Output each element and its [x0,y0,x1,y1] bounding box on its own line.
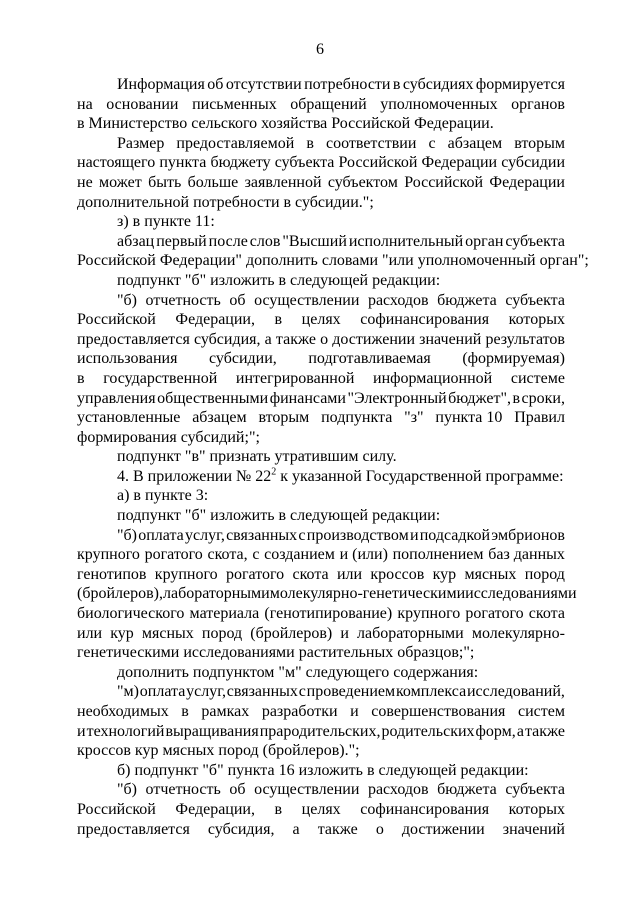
word: заявленной [244,173,322,191]
word: в [392,76,401,93]
word: мясных [464,565,517,583]
word: также [275,330,316,348]
word: письменных [192,95,277,113]
text-line [77,682,565,702]
word: "з" [404,409,424,427]
word: первый [156,232,207,250]
word: пород [524,565,565,583]
word: отсутствии [225,76,302,93]
word: больше [187,173,239,191]
word: о [375,820,384,838]
word: предоставляется [77,820,190,838]
text-line [77,134,565,154]
word: бюджета [437,781,497,799]
word: субсидии, [209,350,277,368]
text-line [77,604,565,624]
paragraph [77,526,577,663]
word: оплата [139,683,186,701]
word: оплата [138,526,184,544]
word: Российской [404,173,484,191]
text-line: в Министерство сельского хозяйства Российской Федерации. [77,115,494,133]
word: связанных [226,526,298,544]
word: абзацем [447,134,503,152]
word: софинансирования [360,311,490,329]
appendix-text-before: 4. В приложении № 22 [117,467,272,485]
word: в [274,800,283,818]
word: формируется [475,76,565,93]
word: проведением [306,683,396,701]
word: системе [510,369,565,387]
word: Правил [514,409,565,427]
word: соответствии [325,134,417,152]
word: молекулярно- [471,624,565,642]
text-line: подпункт "б" изложить в следующей редакции: [117,271,441,289]
word: родительских [381,722,475,740]
word: пункта 10 [435,409,503,427]
word: материала [189,605,260,623]
paragraph [77,134,565,212]
word: субсидии [501,154,565,172]
word: рогатого [144,546,203,564]
word: целях [301,311,341,329]
word: или [336,565,363,583]
text-line [77,291,565,311]
word: субсидия, [193,330,261,348]
word: использования [77,350,178,368]
word: значений [502,820,565,838]
word: быть [148,173,182,191]
word: кроссов [370,565,425,583]
document-body [77,75,589,839]
word: которых [508,800,565,818]
text-line [77,95,565,115]
paragraph [77,212,565,232]
text-line [77,173,565,193]
word: комплекса [395,683,467,701]
word: сроки, [521,389,565,407]
word: расходов [367,291,429,309]
word: обращений [290,95,367,113]
word: а [516,722,524,740]
word: услуг, [185,526,225,544]
word: подсадкой [419,526,491,544]
text-line [77,800,565,820]
word: крупного [154,565,218,583]
word: субъекта [505,291,565,309]
word: также [524,722,565,740]
word: также [317,820,358,838]
word: (генотипирование) [264,605,393,623]
word: баз данных [488,546,565,564]
word: с [252,546,260,564]
word: прародительских, [259,722,381,740]
word: услуг, [186,683,226,701]
word: генотипов [77,565,147,583]
text-line [77,408,565,428]
text-line: а) в пункте 3: [117,487,209,505]
word: уполномоченных [380,95,498,113]
word: "б) [117,526,137,544]
paragraph [77,761,565,781]
word: может [99,173,142,191]
text-line [77,624,565,644]
word: необходимых [77,703,169,720]
word: а [264,330,272,348]
text-line: подпункт "б" изложить в следующей редакции: [117,507,441,525]
text-line: б) подпункт "б" пункта 16 изложить в следующей редакции: [117,761,529,779]
word: "Электронный [347,389,447,407]
word: (бройлеров) [250,624,333,642]
word: в [306,134,314,152]
word: связанных [226,683,298,701]
word: настоящего [77,154,156,172]
word: установленные [77,409,181,427]
word: молекулярно-генетическими [269,585,466,603]
word: созданием [264,546,335,564]
word: вторым [258,409,310,427]
word: потребности [304,76,391,93]
word: вторым [514,134,565,152]
paragraph [77,663,565,683]
word: и [77,722,86,740]
text-line [77,310,565,330]
word: с [298,683,306,701]
word: лабораторными [357,624,464,642]
text-line [77,349,565,369]
word: рамках [201,703,250,720]
word: крупного [77,546,140,564]
word: субсидия, [207,820,275,838]
word: эмбрионов [491,526,565,544]
word: осуществлении [254,291,360,309]
text-line [77,565,565,585]
word: с [428,134,436,152]
word: субъектом [327,173,398,191]
word: абзацем [192,409,247,427]
word: производством [306,526,409,544]
word: исполнительный [348,232,464,250]
word: интегрированной [235,369,355,387]
word: подготавливаемая [308,350,431,368]
word: "Высший [282,232,347,250]
paragraph [77,291,565,448]
word: а [292,820,300,838]
word: на [77,95,93,113]
text-line [77,75,565,95]
word: в [274,311,283,329]
word: субъекта [505,232,565,250]
word: или [77,624,103,642]
word: об [229,291,246,309]
word: исследованиями [465,585,577,603]
word: не [77,173,93,191]
word: слов [249,232,281,250]
text-line [77,526,565,546]
text-line: Российской Федерации" дополнить словами "или уполномоченный орган"; [77,252,589,270]
text-line: дополнительной потребности в субсидии."; [77,193,374,211]
word: и (или) [339,546,388,564]
word: Российской [338,154,418,172]
word: и [350,703,359,720]
word: отчетность [145,291,221,309]
word: об [207,76,224,93]
word: Размер [117,134,165,152]
word: разработки [261,703,338,720]
text-line: дополнить подпунктом "м" следующего содержания: [117,663,479,681]
appendix-text-after: к указанной Государственной программе: [276,467,564,485]
text-line: формирования субсидий;"; [77,428,260,446]
word: лабораторными [163,585,270,603]
word: Российской [77,800,156,818]
word: расходов [367,781,429,799]
word: мясных [141,624,194,642]
paragraph [77,486,565,506]
word: после [208,232,248,250]
word: скота, [207,546,248,564]
paragraph [77,271,565,291]
word: субъекта [505,781,565,799]
word: отчетность [145,781,221,799]
word: значений [419,330,482,348]
text-line: генетическими исследованиями растительных образцов;"; [77,644,475,662]
word: исследований, [466,683,565,701]
word: и [340,624,349,642]
word: совершенствования [371,703,506,720]
word: основании [106,95,179,113]
word: подпункта [321,409,393,427]
appendix-superscript: 2 [271,466,277,478]
text-line: кроссов кур мясных пород (бройлеров)."; [77,742,360,760]
text-line [77,389,565,409]
word: выращивания [165,722,259,740]
word: кур [432,565,457,583]
word: бюджета [437,291,497,309]
word: предоставляется [77,330,190,348]
word: бюджету [210,154,271,172]
word: государственной [103,369,218,387]
paragraph [77,447,565,467]
word: органов [511,95,565,113]
text-line: подпункт "в" признать утратившим силу. [117,448,397,466]
paragraph [77,75,565,134]
word: и [409,526,419,544]
text-line [77,584,577,604]
word: "б) [117,781,137,799]
text-line [77,820,565,840]
word: субъекта [274,154,335,172]
text-line [77,153,565,173]
word: (бройлеров), [77,585,163,603]
text-line [77,369,565,389]
word: орган [465,232,504,250]
text-line [77,722,565,742]
text-line [77,780,565,800]
word: с [298,526,306,544]
text-line [77,545,565,565]
word: Российской [77,311,156,329]
word: "м) [117,683,139,701]
word: достижении [332,330,416,348]
word: Информация [117,76,205,93]
appendix-item [77,467,565,487]
word: софинансирования [360,800,490,818]
word: крупного [397,605,461,623]
word: кур [110,624,134,642]
word: финансами [269,389,346,407]
paragraph [77,232,589,271]
word: Федерации [489,173,565,191]
word: Федерации [421,154,498,172]
word: управления [77,389,156,407]
word: форм, [475,722,516,740]
word: скота [528,605,565,623]
word: в [77,369,85,387]
word: общественными [157,389,269,407]
paragraph [77,467,565,487]
word: рогатого [225,565,285,583]
paragraph [77,682,565,760]
page-number: 6 [316,41,324,58]
word: (формируемая) [462,350,565,368]
word: целях [301,800,341,818]
word: Федерации, [175,800,255,818]
word: в [512,389,521,407]
word: пункта [159,154,207,172]
word: результатов [485,330,565,348]
word: скота [292,565,329,583]
word: технологий [86,722,165,740]
word: которых [508,311,565,329]
word: абзац [117,232,155,250]
word: предоставляемой [176,134,295,152]
text-line [77,702,565,722]
word: субсидиях [402,76,474,93]
word: о [320,330,329,348]
word: рогатого [465,605,524,623]
word: Федерации, [175,311,255,329]
text-line: з) в пункте 11: [117,213,215,231]
paragraph [77,506,565,526]
word: информационной [373,369,493,387]
word: биологического [77,605,185,623]
text-line [77,232,565,252]
word: в [181,703,189,720]
word: "б) [117,291,137,309]
word: достижении [401,820,485,838]
word: систем [517,703,565,720]
word: пополнением [392,546,484,564]
text-line [77,330,565,350]
paragraph [77,780,565,839]
word: об [229,781,246,799]
word: осуществлении [254,781,360,799]
word: пород [201,624,243,642]
word: бюджет", [448,389,511,407]
